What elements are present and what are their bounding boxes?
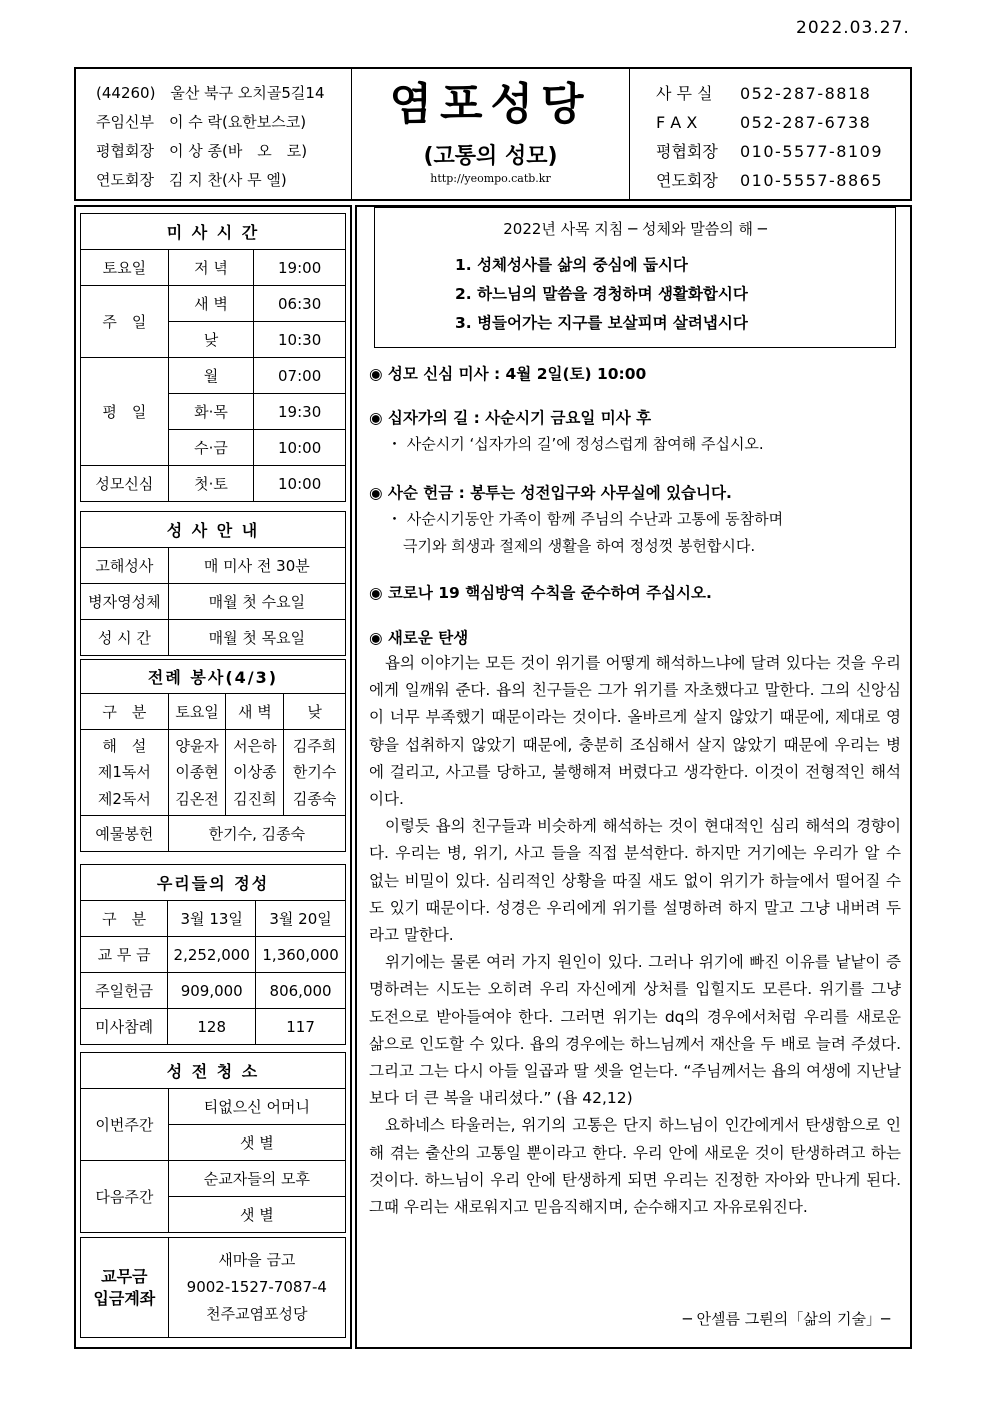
pastoral-goal-item: 1. 성체성사를 삶의 중심에 둡시다 <box>455 256 688 274</box>
essay-title: ◉ 새로운 탄생 <box>369 629 469 647</box>
day-cell: 성모신심 <box>81 466 169 502</box>
contact-label: 연도회장 <box>656 171 718 190</box>
cleaning-group: 샛 별 <box>168 1197 345 1233</box>
column-header: 구 분 <box>81 694 169 730</box>
cleaning-table <box>80 1052 346 1233</box>
right-column <box>355 205 912 1349</box>
notice-detail: ・ 사순시기 ‘십자가의 길’에 정성스럽게 참여해 주십시오. <box>387 435 764 453</box>
sacrament-value: 매 미사 전 30분 <box>168 548 345 584</box>
offering-value: 117 <box>256 1009 346 1045</box>
column-header: 3월 13일 <box>168 901 256 937</box>
essay-paragraph: 요하네스 타울러는, 위기의 고통은 단지 하느님이 인간에게서 탄생함으로 인해 겪는 출산의 고통일 뿐이라고 한다. 우리 안에 새로운 것이 탄생하려고 하는 것이다. 하느님이 우리 안에 탄생하게 되면 우리는 진정한 자아와 만나게 된다. 그때 우리는 새로워지고 믿음직해지며, 순수해지고 자유로워진다. <box>369 1116 901 1217</box>
contact-label: F A X <box>656 113 698 132</box>
parish-info <box>76 69 352 199</box>
pastoral-goals-title: 2022년 사목 지침 ─ 성체와 말씀의 해 ─ <box>503 220 767 238</box>
contact-office <box>656 79 910 108</box>
server-name: 양윤자 <box>168 730 226 758</box>
column-header: 낮 <box>284 694 346 730</box>
column-header: 새 벽 <box>226 694 284 730</box>
account-label: 교무금 입금계좌 <box>81 1238 169 1338</box>
bulletin-header <box>74 67 912 201</box>
notice-covid: ◉ 코로나 19 핵심방역 수칙을 준수하여 주십시오. <box>369 584 712 602</box>
cleaning-group: 순교자들의 모후 <box>168 1161 345 1197</box>
time-label: 낮 <box>168 322 254 358</box>
offering-label: 주일헌금 <box>81 973 168 1009</box>
time-value: 07:00 <box>254 358 346 394</box>
pastoral-goal-item: 2. 하느님의 말씀을 경청하며 생활화합시다 <box>455 285 748 303</box>
offering-label: 미사참례 <box>81 1009 168 1045</box>
time-label: 수·금 <box>168 430 254 466</box>
council-president: 평협회장 이 상 종(바 오 로) <box>96 142 308 160</box>
mass-schedule-table <box>80 213 346 502</box>
account-info <box>168 1238 345 1338</box>
contact-list <box>630 69 910 199</box>
column-header: 토요일 <box>168 694 226 730</box>
offering-value: 2,252,000 <box>168 937 256 973</box>
essay-paragraph: 이렇듯 욥의 친구들과 비슷하게 해석하는 것이 현대적인 심리 해석의 경향이다. 우리는 병, 위기, 사고 들을 직접 분석한다. 하지만 거기에는 우리가 알 수 없는 비밀이 있다. 심리적인 상황을 따질 새도 없이 위기가 하늘에서 떨어질 수도 있기 때문이다. 성경은 우리에게 위기를 설명하려 하지 말고 그냥 내버려 두라고 말한다. <box>369 817 901 945</box>
day-cell: 평 일 <box>81 358 169 466</box>
offering-value: 806,000 <box>256 973 346 1009</box>
sacrament-value: 매월 첫 목요일 <box>168 620 345 656</box>
server-name: 김종숙 <box>284 786 346 816</box>
time-value: 06:30 <box>254 286 346 322</box>
cleaning-group: 샛 별 <box>168 1125 345 1161</box>
liturgy-title: 전례 봉사(4/3) <box>81 660 346 694</box>
parish-url[interactable]: http://yeompo.catb.kr <box>430 172 551 185</box>
account-holder: 천주교염포성당 <box>206 1305 308 1323</box>
sacrament-title: 성 사 안 내 <box>81 512 346 548</box>
server-name: 김온전 <box>168 786 226 816</box>
sacrament-label: 고해성사 <box>81 548 169 584</box>
essay-body <box>369 650 901 1221</box>
server-name: 김진희 <box>226 786 284 816</box>
time-label: 저 녁 <box>168 250 254 286</box>
pastoral-goal-item: 3. 병들어가는 지구를 보살피며 살려냅시다 <box>455 314 748 332</box>
yeondo-president: 연도회장 김 지 찬(사 무 엘) <box>96 171 287 189</box>
server-name: 김주희 <box>284 730 346 758</box>
time-label: 첫·토 <box>168 466 254 502</box>
role-label: 제2독서 <box>81 786 169 816</box>
server-name: 한기수, 김종숙 <box>168 816 345 852</box>
day-cell: 토요일 <box>81 250 169 286</box>
time-value: 10:00 <box>254 430 346 466</box>
time-value: 19:30 <box>254 394 346 430</box>
pastoral-goals-box <box>374 207 896 348</box>
contact-fax <box>656 108 910 137</box>
issue-date: 2022.03.27. <box>796 18 910 38</box>
time-value: 19:00 <box>254 250 346 286</box>
essay-paragraph: 욥의 이야기는 모든 것이 위기를 어떻게 해석하느냐에 달려 있다는 것을 우리에게 일깨워 준다. 욥의 친구들은 그가 위기를 자초했다고 말한다. 그의 신앙심이 너무 부족했기 때문이라는 것이다. 올바르게 살지 않았기 때문에, 제대로 영향을 섭취하지 않았기 때문에, 충분히 조심해서 살지 않았기 때문에 우리는 병에 걸리고, 사고를 당하고, 불행해져 버렸다고 생각한다. 이것이 전형적인 해석이다. <box>369 654 901 809</box>
day-cell: 주 일 <box>81 286 169 358</box>
time-label: 새 벽 <box>168 286 254 322</box>
server-name: 이종현 <box>168 758 226 786</box>
contact-label: 평협회장 <box>656 142 718 161</box>
essay-source: ─ 안셀름 그륀의「삶의 기술」─ <box>682 1310 890 1328</box>
contact-council <box>656 137 910 166</box>
offering-title: 우리들의 정성 <box>81 865 346 901</box>
account-table <box>80 1237 346 1338</box>
contact-yeondo <box>656 166 910 195</box>
time-label: 화·목 <box>168 394 254 430</box>
essay-paragraph: 위기에는 물론 여러 가지 원인이 있다. 그러나 위기에 빠진 이유를 낱낱이 증명하려는 시도는 오히려 우리 자신에게 상처를 입힐지도 모른다. 위기를 그냥 도전으로 받아들여야 한다. 그러면 위기는 dq의 경우에서처럼 우리를 새로운 삶으로 인도할 수 있다. 욥의 경우에는 하느님께서 재산을 두 배로 늘려 주셨다. 그리고 그는 다시 아들 일곱과 딸 셋을 얻는다. “주님께서는 욥의 여생에 지난날보다 더 큰 복을 내리셨다.” (욥 42,12) <box>369 953 901 1108</box>
parish-title-block <box>352 69 630 199</box>
contact-number: 052-287-8818 <box>740 84 872 103</box>
column-header: 3월 20일 <box>256 901 346 937</box>
notice-detail: 극기와 희생과 절제의 생활을 하여 정성껏 봉헌합시다. <box>403 537 756 555</box>
server-name: 이상종 <box>226 758 284 786</box>
role-label: 예물봉헌 <box>81 816 169 852</box>
time-value: 10:30 <box>254 322 346 358</box>
notice-stations-of-cross: ◉ 십자가의 길 : 사순시기 금요일 미사 후 <box>369 409 652 427</box>
offering-value: 1,360,000 <box>256 937 346 973</box>
column-header: 구 분 <box>81 901 168 937</box>
offering-value: 909,000 <box>168 973 256 1009</box>
cleaning-group: 티없으신 어머니 <box>168 1089 345 1125</box>
bank-name: 새마을 금고 <box>218 1251 296 1269</box>
offering-label: 교 무 금 <box>81 937 168 973</box>
contact-label: 사 무 실 <box>656 84 713 103</box>
pastor: 주임신부 이 수 락(요한보스코) <box>96 113 307 131</box>
mass-schedule-title: 미 사 시 간 <box>81 214 346 250</box>
role-label: 해 설 <box>81 730 169 758</box>
liturgy-service-table <box>80 659 346 852</box>
parish-title: 염포성당 <box>389 79 592 130</box>
parish-address: (44260) 울산 북구 오치골5길14 <box>96 84 325 102</box>
notice-lent-offering: ◉ 사순 헌금 : 봉투는 성전입구와 사무실에 있습니다. <box>369 484 732 502</box>
account-number: 9002-1527-7087-4 <box>186 1278 327 1296</box>
parish-subtitle: (고통의 성모) <box>423 144 558 169</box>
sacrament-label: 병자영성체 <box>81 584 169 620</box>
server-name: 한기수 <box>284 758 346 786</box>
server-name: 서은하 <box>226 730 284 758</box>
contact-number: 010-5557-8865 <box>740 171 884 190</box>
offering-value: 128 <box>168 1009 256 1045</box>
contact-number: 052-287-6738 <box>740 113 872 132</box>
notice-detail: ・ 사순시기동안 가족이 함께 주님의 수난과 고통에 동참하며 <box>387 510 784 528</box>
week-label: 다음주간 <box>81 1161 169 1233</box>
sacrament-table <box>80 511 346 656</box>
sacrament-value: 매월 첫 수요일 <box>168 584 345 620</box>
left-column <box>74 205 352 1349</box>
time-label: 월 <box>168 358 254 394</box>
time-value: 10:00 <box>254 466 346 502</box>
week-label: 이번주간 <box>81 1089 169 1161</box>
cleaning-title: 성 전 청 소 <box>81 1053 346 1089</box>
offering-table <box>80 864 346 1045</box>
role-label: 제1독서 <box>81 758 169 786</box>
notice-marian-mass: ◉ 성모 신심 미사 : 4월 2일(토) 10:00 <box>369 365 647 383</box>
contact-number: 010-5577-8109 <box>740 142 884 161</box>
sacrament-label: 성 시 간 <box>81 620 169 656</box>
